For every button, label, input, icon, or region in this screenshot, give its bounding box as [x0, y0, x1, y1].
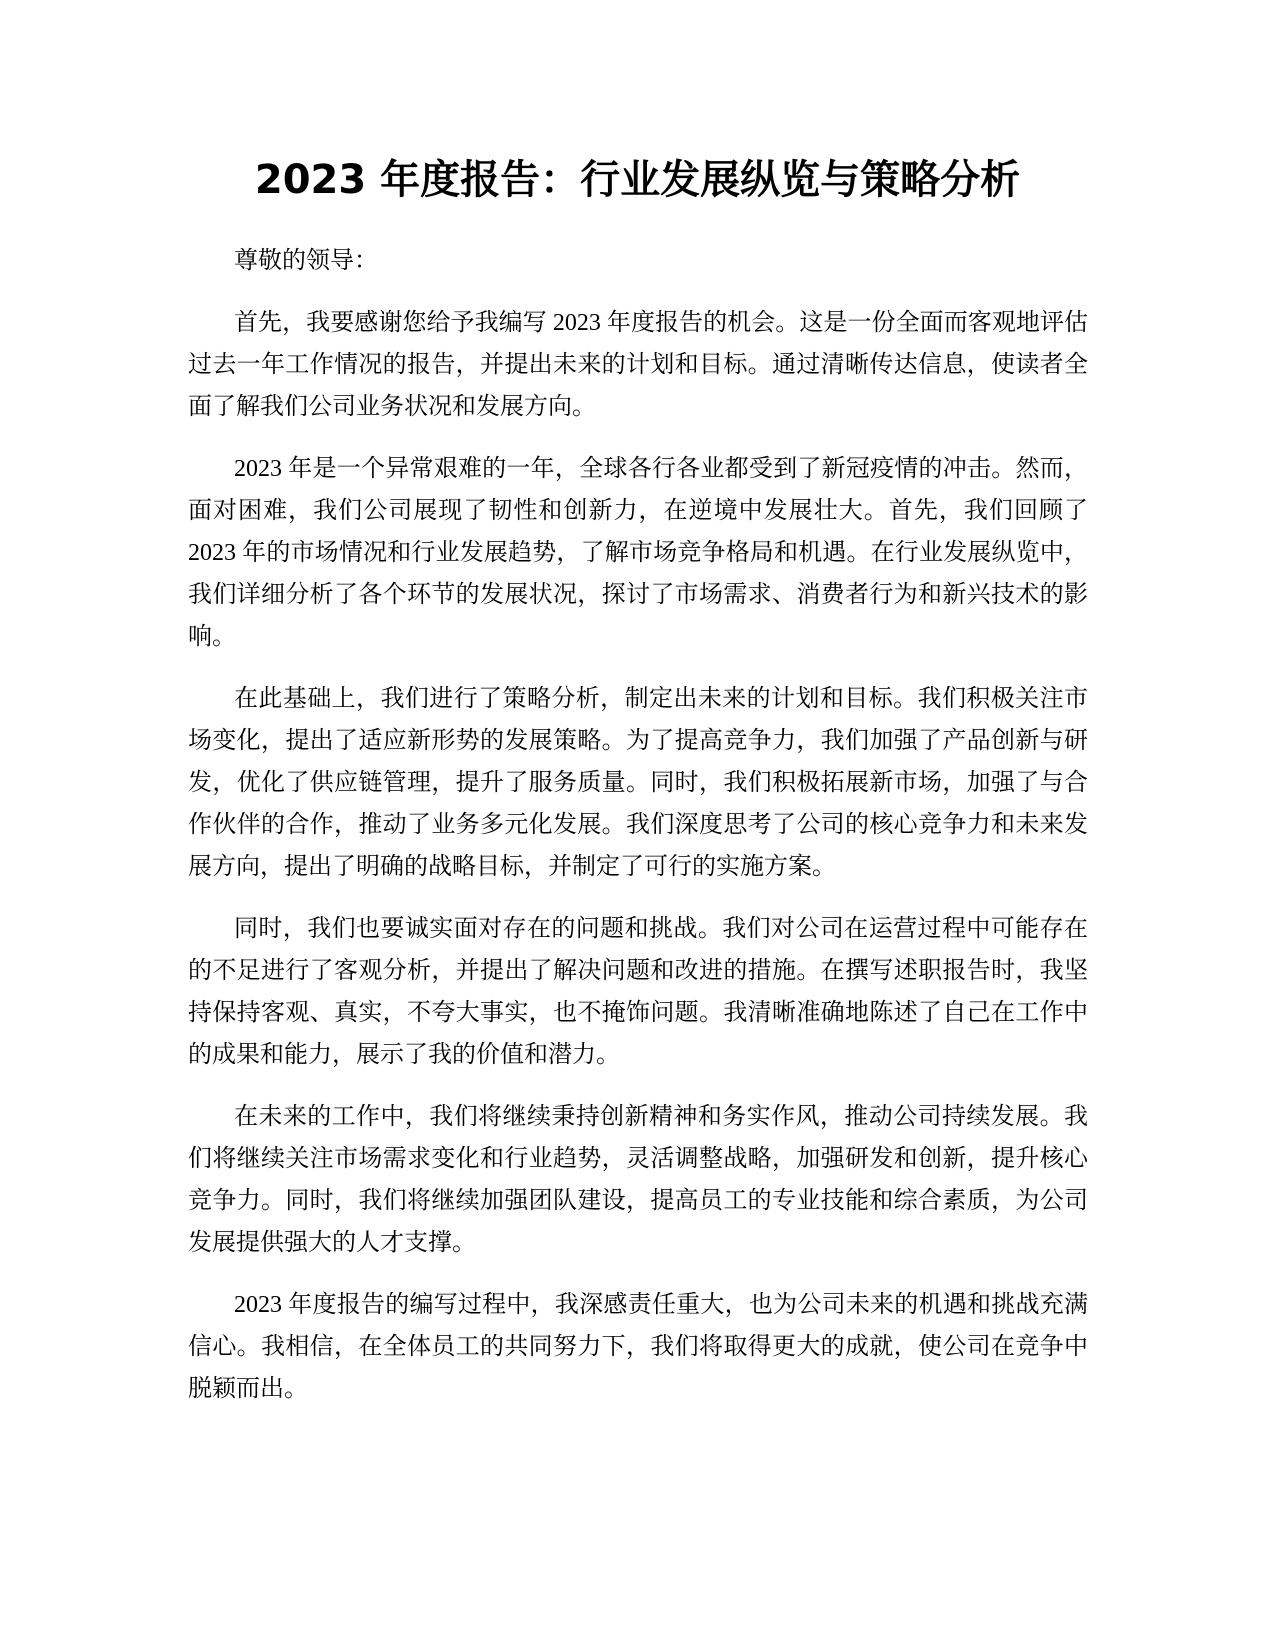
paragraph-market-review: 2023 年是一个异常艰难的一年，全球各行各业都受到了新冠疫情的冲击。然而，面对困难，我们公司展现了韧性和创新力，在逆境中发展壮大。首先，我们回顾了 2023 年的市场情况和行业发展趋势，了解市场竞争格局和机遇。在行业发展纵览中，我们详细分析了各个环节的发展状况，探讨了市场需求、消费者行为和新兴技术的影响。	[188, 456, 1088, 650]
salutation: 尊敬的领导：	[234, 248, 378, 274]
paragraph-challenges: 同时，我们也要诚实面对存在的问题和挑战。我们对公司在运营过程中可能存在的不足进行了客观分析，并提出了解决问题和改进的措施。在撰写述职报告时，我坚持保持客观、真实，不夸大事实，也不掩饰问题。我清晰准确地陈述了自己在工作中的成果和能力，展示了我的价值和潜力。	[188, 916, 1088, 1068]
paragraph-future-work: 在未来的工作中，我们将继续秉持创新精神和务实作风，推动公司持续发展。我们将继续关注市场需求变化和行业趋势，灵活调整战略，加强研发和创新，提升核心竞争力。同时，我们将继续加强团队建设，提高员工的专业技能和综合素质，为公司发展提供强大的人才支撑。	[188, 1104, 1088, 1256]
paragraph-intro: 首先，我要感谢您给予我编写 2023 年度报告的机会。这是一份全面而客观地评估过去一年工作情况的报告，并提出未来的计划和目标。通过清晰传达信息，使读者全面了解我们公司业务状况和发展方向。	[188, 310, 1088, 420]
document-body	[188, 240, 1088, 1430]
document-title: 2023 年度报告：行业发展纵览与策略分析	[254, 157, 1021, 203]
paragraph-strategy: 在此基础上，我们进行了策略分析，制定出未来的计划和目标。我们积极关注市场变化，提出了适应新形势的发展策略。为了提高竞争力，我们加强了产品创新与研发，优化了供应链管理，提升了服务质量。同时，我们积极拓展新市场，加强了与合作伙伴的合作，推动了业务多元化发展。我们深度思考了公司的核心竞争力和未来发展方向，提出了明确的战略目标，并制定了可行的实施方案。	[188, 686, 1088, 880]
paragraph-conclusion: 2023 年度报告的编写过程中，我深感责任重大，也为公司未来的机遇和挑战充满信心。我相信，在全体员工的共同努力下，我们将取得更大的成就，使公司在竞争中脱颖而出。	[188, 1292, 1088, 1402]
